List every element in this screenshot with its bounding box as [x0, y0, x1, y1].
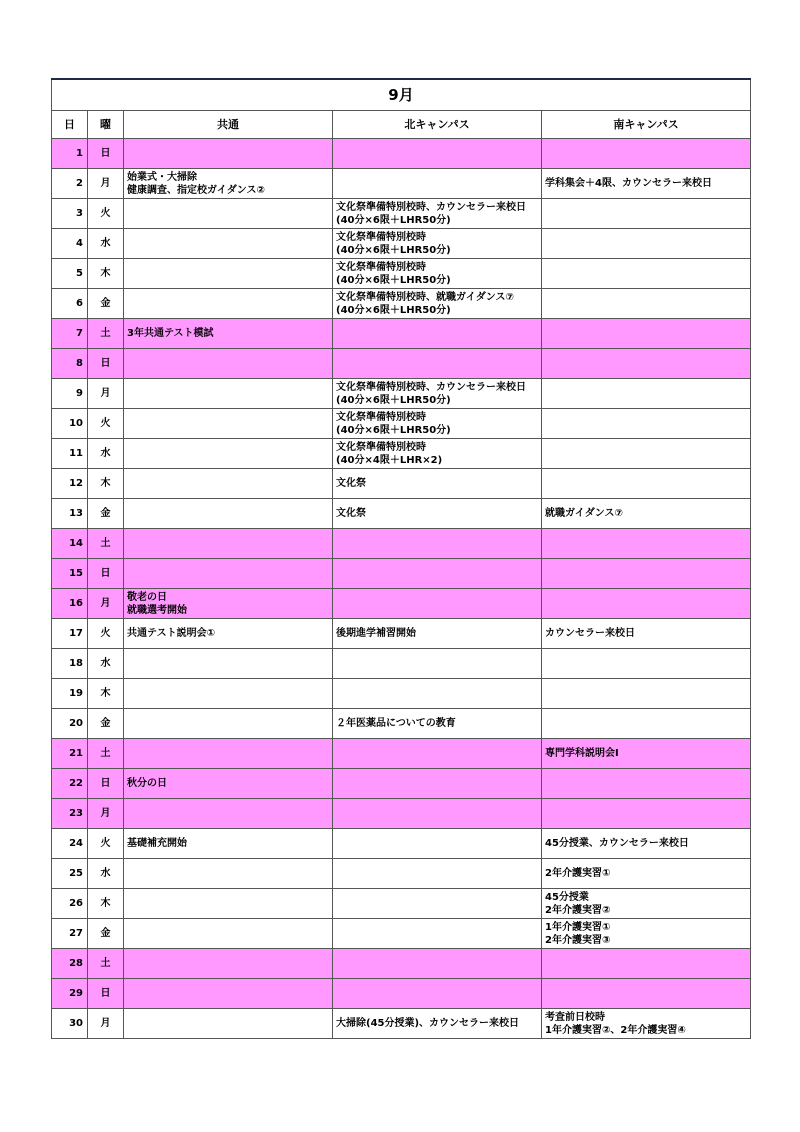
event-cell-north: [333, 949, 542, 979]
day-number: 9: [52, 379, 88, 409]
weekday-label: 木: [88, 469, 124, 499]
event-text: 文化祭準備特別校時: [336, 441, 426, 453]
event-text: 基礎補充開始: [127, 838, 187, 849]
event-cell-south: [542, 889, 751, 919]
event-text: 文化祭準備特別校時: [336, 261, 426, 273]
event-text: 敬老の日: [127, 591, 167, 603]
event-cell-north: [333, 379, 542, 409]
weekday-label: 金: [88, 919, 124, 949]
event-cell-south: [542, 739, 751, 769]
event-text: 2年介護実習①: [545, 868, 611, 879]
event-cell-north: [333, 859, 542, 889]
day-number: 8: [52, 349, 88, 379]
weekday-label: 日: [88, 349, 124, 379]
event-cell-north: [333, 919, 542, 949]
day-row: [52, 1009, 751, 1039]
title-row: [52, 79, 751, 111]
event-cell-north: [333, 889, 542, 919]
day-row: [52, 439, 751, 469]
event-text: (40分×6限＋LHR50分): [336, 424, 451, 436]
day-row: [52, 889, 751, 919]
weekday-label: 木: [88, 889, 124, 919]
event-cell-common: [124, 949, 333, 979]
day-number: 6: [52, 289, 88, 319]
event-cell-north: [333, 709, 542, 739]
event-text: 文化祭準備特別校時: [336, 411, 426, 423]
event-cell-north: [333, 979, 542, 1009]
day-number: 20: [52, 709, 88, 739]
event-text: 後期進学補習開始: [336, 628, 416, 639]
weekday-label: 金: [88, 709, 124, 739]
weekday-label: 土: [88, 739, 124, 769]
header-day: 日: [52, 111, 88, 139]
weekday-label: 火: [88, 199, 124, 229]
event-cell-south: [542, 229, 751, 259]
day-number: 3: [52, 199, 88, 229]
day-number: 26: [52, 889, 88, 919]
day-number: 4: [52, 229, 88, 259]
weekday-label: 金: [88, 289, 124, 319]
event-cell-south: [542, 709, 751, 739]
event-cell-common: [124, 319, 333, 349]
event-cell-south: [542, 169, 751, 199]
event-cell-common: [124, 439, 333, 469]
event-cell-south: [542, 199, 751, 229]
weekday-label: 月: [88, 589, 124, 619]
weekday-label: 火: [88, 829, 124, 859]
day-number: 13: [52, 499, 88, 529]
schedule-body: [52, 139, 751, 1039]
event-text: 1年介護実習②、2年介護実習④: [545, 1024, 686, 1036]
day-number: 22: [52, 769, 88, 799]
day-number: 29: [52, 979, 88, 1009]
day-number: 16: [52, 589, 88, 619]
event-cell-south: [542, 139, 751, 169]
day-row: [52, 529, 751, 559]
event-cell-common: [124, 889, 333, 919]
day-number: 28: [52, 949, 88, 979]
event-cell-south: [542, 499, 751, 529]
day-row: [52, 919, 751, 949]
day-number: 19: [52, 679, 88, 709]
event-text: (40分×6限＋LHR50分): [336, 304, 451, 316]
event-cell-north: [333, 499, 542, 529]
event-text: 秋分の日: [127, 778, 167, 789]
event-text: (40分×6限＋LHR50分): [336, 274, 451, 286]
event-cell-common: [124, 919, 333, 949]
weekday-label: 日: [88, 139, 124, 169]
day-row: [52, 649, 751, 679]
event-text: 45分授業、カウンセラー来校日: [545, 838, 689, 849]
event-cell-south: [542, 439, 751, 469]
weekday-label: 日: [88, 979, 124, 1009]
day-row: [52, 829, 751, 859]
day-row: [52, 619, 751, 649]
event-cell-common: [124, 169, 333, 199]
event-cell-common: [124, 229, 333, 259]
event-cell-common: [124, 349, 333, 379]
event-cell-south: [542, 769, 751, 799]
day-row: [52, 169, 751, 199]
event-cell-north: [333, 739, 542, 769]
event-text: 始業式・大掃除: [127, 171, 197, 183]
event-text: 健康調査、指定校ガイダンス②: [127, 184, 265, 196]
event-cell-common: [124, 289, 333, 319]
weekday-label: 水: [88, 649, 124, 679]
day-row: [52, 229, 751, 259]
day-row: [52, 679, 751, 709]
weekday-label: 木: [88, 259, 124, 289]
day-number: 1: [52, 139, 88, 169]
weekday-label: 水: [88, 439, 124, 469]
event-text: 45分授業: [545, 891, 589, 903]
day-row: [52, 769, 751, 799]
day-row: [52, 979, 751, 1009]
event-cell-south: [542, 529, 751, 559]
day-row: [52, 289, 751, 319]
event-cell-common: [124, 559, 333, 589]
event-text: 2年介護実習③: [545, 934, 611, 946]
event-text: 大掃除(45分授業)、カウンセラー来校日: [336, 1018, 520, 1029]
event-cell-common: [124, 199, 333, 229]
event-cell-north: [333, 529, 542, 559]
day-row: [52, 859, 751, 889]
day-number: 24: [52, 829, 88, 859]
weekday-label: 水: [88, 229, 124, 259]
event-text: ２年医薬品についての教育: [336, 718, 456, 729]
event-cell-common: [124, 529, 333, 559]
header-weekday: 曜: [88, 111, 124, 139]
event-text: 共通テスト説明会①: [127, 628, 216, 639]
event-cell-north: [333, 349, 542, 379]
day-row: [52, 349, 751, 379]
event-cell-common: [124, 1009, 333, 1039]
event-cell-south: [542, 649, 751, 679]
event-cell-common: [124, 709, 333, 739]
day-number: 10: [52, 409, 88, 439]
event-cell-common: [124, 139, 333, 169]
event-cell-south: [542, 409, 751, 439]
day-number: 30: [52, 1009, 88, 1039]
day-row: [52, 199, 751, 229]
event-cell-south: [542, 679, 751, 709]
event-cell-north: [333, 319, 542, 349]
weekday-label: 月: [88, 1009, 124, 1039]
day-number: 5: [52, 259, 88, 289]
event-cell-common: [124, 589, 333, 619]
event-cell-common: [124, 769, 333, 799]
event-cell-north: [333, 799, 542, 829]
event-cell-north: [333, 259, 542, 289]
event-cell-common: [124, 469, 333, 499]
day-number: 12: [52, 469, 88, 499]
event-cell-north: [333, 619, 542, 649]
event-cell-common: [124, 799, 333, 829]
event-text: (40分×6限＋LHR50分): [336, 244, 451, 256]
event-cell-common: [124, 859, 333, 889]
event-text: (40分×6限＋LHR50分): [336, 394, 451, 406]
day-row: [52, 139, 751, 169]
event-cell-north: [333, 289, 542, 319]
day-row: [52, 739, 751, 769]
weekday-label: 土: [88, 319, 124, 349]
event-cell-north: [333, 439, 542, 469]
day-row: [52, 499, 751, 529]
event-cell-north: [333, 169, 542, 199]
day-number: 7: [52, 319, 88, 349]
day-row: [52, 589, 751, 619]
event-cell-north: [333, 589, 542, 619]
event-text: 就職ガイダンス⑦: [545, 508, 623, 519]
event-cell-south: [542, 379, 751, 409]
event-cell-south: [542, 949, 751, 979]
header-common: 共通: [124, 111, 333, 139]
day-row: [52, 559, 751, 589]
day-row: [52, 949, 751, 979]
month-title: 9月: [52, 79, 751, 111]
event-cell-south: [542, 829, 751, 859]
weekday-label: 金: [88, 499, 124, 529]
event-cell-common: [124, 979, 333, 1009]
weekday-label: 土: [88, 949, 124, 979]
day-row: [52, 409, 751, 439]
event-cell-common: [124, 259, 333, 289]
event-text: 文化祭準備特別校時、就職ガイダンス⑦: [336, 291, 514, 303]
event-text: 就職選考開始: [127, 604, 187, 616]
event-text: 文化祭: [336, 478, 366, 489]
event-cell-south: [542, 799, 751, 829]
event-text: 文化祭: [336, 508, 366, 519]
day-number: 23: [52, 799, 88, 829]
day-row: [52, 799, 751, 829]
event-text: 文化祭準備特別校時、カウンセラー来校日: [336, 201, 526, 213]
weekday-label: 月: [88, 379, 124, 409]
event-cell-south: [542, 619, 751, 649]
event-cell-common: [124, 379, 333, 409]
day-row: [52, 259, 751, 289]
event-cell-north: [333, 199, 542, 229]
event-text: カウンセラー来校日: [545, 628, 635, 639]
event-cell-north: [333, 469, 542, 499]
day-number: 11: [52, 439, 88, 469]
event-text: 専門学科説明会Ⅰ: [545, 748, 619, 759]
event-cell-common: [124, 409, 333, 439]
weekday-label: 水: [88, 859, 124, 889]
weekday-label: 月: [88, 169, 124, 199]
event-cell-south: [542, 979, 751, 1009]
weekday-label: 火: [88, 409, 124, 439]
event-cell-south: [542, 469, 751, 499]
day-number: 15: [52, 559, 88, 589]
weekday-label: 月: [88, 799, 124, 829]
event-cell-common: [124, 619, 333, 649]
header-north-campus: 北キャンパス: [333, 111, 542, 139]
event-text: 学科集会＋4限、カウンセラー来校日: [545, 178, 712, 189]
event-cell-common: [124, 679, 333, 709]
event-cell-north: [333, 139, 542, 169]
event-text: (40分×4限＋LHR×2): [336, 454, 443, 466]
event-cell-north: [333, 769, 542, 799]
event-cell-south: [542, 859, 751, 889]
weekday-label: 木: [88, 679, 124, 709]
event-cell-north: [333, 829, 542, 859]
event-cell-south: [542, 559, 751, 589]
event-cell-north: [333, 559, 542, 589]
day-number: 17: [52, 619, 88, 649]
weekday-label: 日: [88, 769, 124, 799]
event-cell-north: [333, 229, 542, 259]
header-south-campus: 南キャンパス: [542, 111, 751, 139]
event-text: 1年介護実習①: [545, 921, 611, 933]
weekday-label: 火: [88, 619, 124, 649]
event-cell-south: [542, 349, 751, 379]
day-number: 21: [52, 739, 88, 769]
event-cell-south: [542, 289, 751, 319]
day-row: [52, 709, 751, 739]
event-text: 3年共通テスト模試: [127, 328, 214, 339]
event-cell-north: [333, 649, 542, 679]
monthly-schedule-table: [51, 78, 751, 1039]
day-row: [52, 319, 751, 349]
event-cell-common: [124, 739, 333, 769]
day-row: [52, 469, 751, 499]
event-cell-common: [124, 499, 333, 529]
event-text: 考査前日校時: [545, 1011, 605, 1023]
event-cell-north: [333, 1009, 542, 1039]
day-number: 18: [52, 649, 88, 679]
event-cell-north: [333, 679, 542, 709]
event-cell-south: [542, 319, 751, 349]
event-cell-common: [124, 829, 333, 859]
weekday-label: 土: [88, 529, 124, 559]
event-cell-south: [542, 1009, 751, 1039]
day-number: 14: [52, 529, 88, 559]
day-row: [52, 379, 751, 409]
event-cell-north: [333, 409, 542, 439]
event-text: (40分×6限＋LHR50分): [336, 214, 451, 226]
event-cell-south: [542, 589, 751, 619]
event-cell-common: [124, 649, 333, 679]
day-number: 25: [52, 859, 88, 889]
day-number: 2: [52, 169, 88, 199]
event-text: 文化祭準備特別校時、カウンセラー来校日: [336, 381, 526, 393]
weekday-label: 日: [88, 559, 124, 589]
event-text: 文化祭準備特別校時: [336, 231, 426, 243]
column-header-row: [52, 111, 751, 139]
event-text: 2年介護実習②: [545, 904, 611, 916]
day-number: 27: [52, 919, 88, 949]
event-cell-south: [542, 919, 751, 949]
event-cell-south: [542, 259, 751, 289]
